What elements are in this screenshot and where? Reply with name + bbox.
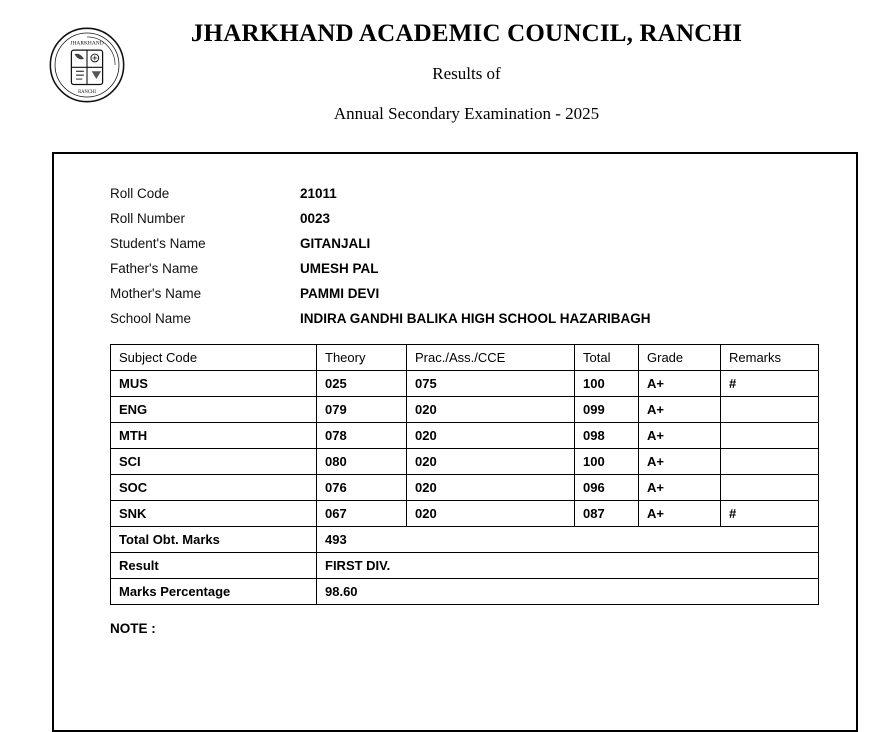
cell-remarks: # — [721, 501, 819, 527]
cell-grade: A+ — [639, 475, 721, 501]
cell-total: 099 — [575, 397, 639, 423]
cell-grade: A+ — [639, 397, 721, 423]
cell-total: 087 — [575, 501, 639, 527]
info-label: Father's Name — [110, 261, 199, 276]
result-card — [52, 152, 858, 732]
exam-name: Annual Secondary Examination - 2025 — [333, 104, 600, 123]
student-info-table — [110, 182, 651, 332]
marks-table — [110, 344, 819, 605]
info-value: INDIRA GANDHI BALIKA HIGH SCHOOL HAZARIBAGH — [300, 311, 651, 326]
cell-prac: 020 — [407, 397, 575, 423]
info-label: Roll Number — [110, 211, 186, 226]
info-row — [110, 232, 651, 257]
info-value: 0023 — [300, 211, 331, 226]
jac-emblem-icon — [48, 26, 126, 104]
summary-label: Result — [111, 553, 317, 579]
summary-row-percentage — [111, 579, 819, 605]
cell-theory: 076 — [317, 475, 407, 501]
column-header-theory: Theory — [317, 345, 407, 371]
cell-theory: 067 — [317, 501, 407, 527]
cell-remarks — [721, 449, 819, 475]
svg-text:JHARKHAND: JHARKHAND — [70, 40, 104, 47]
page-title: JHARKHAND ACADEMIC COUNCIL, RANCHI — [190, 20, 743, 47]
column-header-grade: Grade — [639, 345, 721, 371]
summary-row-total-marks — [111, 527, 819, 553]
info-label: Mother's Name — [110, 286, 202, 301]
table-row — [111, 501, 819, 527]
cell-prac: 020 — [407, 475, 575, 501]
cell-prac: 075 — [407, 371, 575, 397]
info-label: Student's Name — [110, 236, 206, 251]
cell-theory: 079 — [317, 397, 407, 423]
cell-subject: ENG — [111, 397, 317, 423]
table-row — [111, 475, 819, 501]
info-value: GITANJALI — [300, 236, 371, 251]
results-of-label: Results of — [432, 64, 501, 83]
cell-total: 096 — [575, 475, 639, 501]
cell-total: 098 — [575, 423, 639, 449]
table-row — [111, 423, 819, 449]
cell-grade: A+ — [639, 423, 721, 449]
cell-remarks — [721, 423, 819, 449]
note-label: NOTE : — [110, 621, 156, 636]
cell-total: 100 — [575, 449, 639, 475]
cell-remarks: # — [721, 371, 819, 397]
info-value: PAMMI DEVI — [300, 286, 380, 301]
cell-prac: 020 — [407, 423, 575, 449]
info-row — [110, 282, 651, 307]
column-header-subject-code: Subject Code — [111, 345, 317, 371]
marks-table-header-row — [111, 345, 819, 371]
cell-subject: MTH — [111, 423, 317, 449]
info-value: UMESH PAL — [300, 261, 379, 276]
cell-subject: MUS — [111, 371, 317, 397]
cell-grade: A+ — [639, 449, 721, 475]
summary-row-result — [111, 553, 819, 579]
cell-theory: 080 — [317, 449, 407, 475]
cell-grade: A+ — [639, 371, 721, 397]
summary-label: Total Obt. Marks — [111, 527, 317, 553]
info-row — [110, 207, 651, 232]
summary-value: FIRST DIV. — [317, 553, 819, 579]
info-label: Roll Code — [110, 186, 170, 201]
summary-value: 98.60 — [317, 579, 819, 605]
cell-prac: 020 — [407, 501, 575, 527]
cell-remarks — [721, 475, 819, 501]
column-header-total: Total — [575, 345, 639, 371]
cell-grade: A+ — [639, 501, 721, 527]
table-row — [111, 397, 819, 423]
cell-theory: 025 — [317, 371, 407, 397]
column-header-prac-ass-cce: Prac./Ass./CCE — [407, 345, 575, 371]
svg-text:RANCHI: RANCHI — [78, 90, 96, 96]
table-row — [111, 371, 819, 397]
cell-remarks — [721, 397, 819, 423]
cell-theory: 078 — [317, 423, 407, 449]
cell-prac: 020 — [407, 449, 575, 475]
info-row — [110, 182, 651, 207]
info-row — [110, 307, 651, 332]
cell-subject: SCI — [111, 449, 317, 475]
info-row — [110, 257, 651, 282]
info-label: School Name — [110, 311, 192, 326]
cell-subject: SOC — [111, 475, 317, 501]
cell-subject: SNK — [111, 501, 317, 527]
column-header-remarks: Remarks — [721, 345, 819, 371]
table-row — [111, 449, 819, 475]
page-header — [0, 0, 893, 123]
summary-value: 493 — [317, 527, 819, 553]
info-value: 21011 — [300, 186, 337, 201]
cell-total: 100 — [575, 371, 639, 397]
summary-label: Marks Percentage — [111, 579, 317, 605]
